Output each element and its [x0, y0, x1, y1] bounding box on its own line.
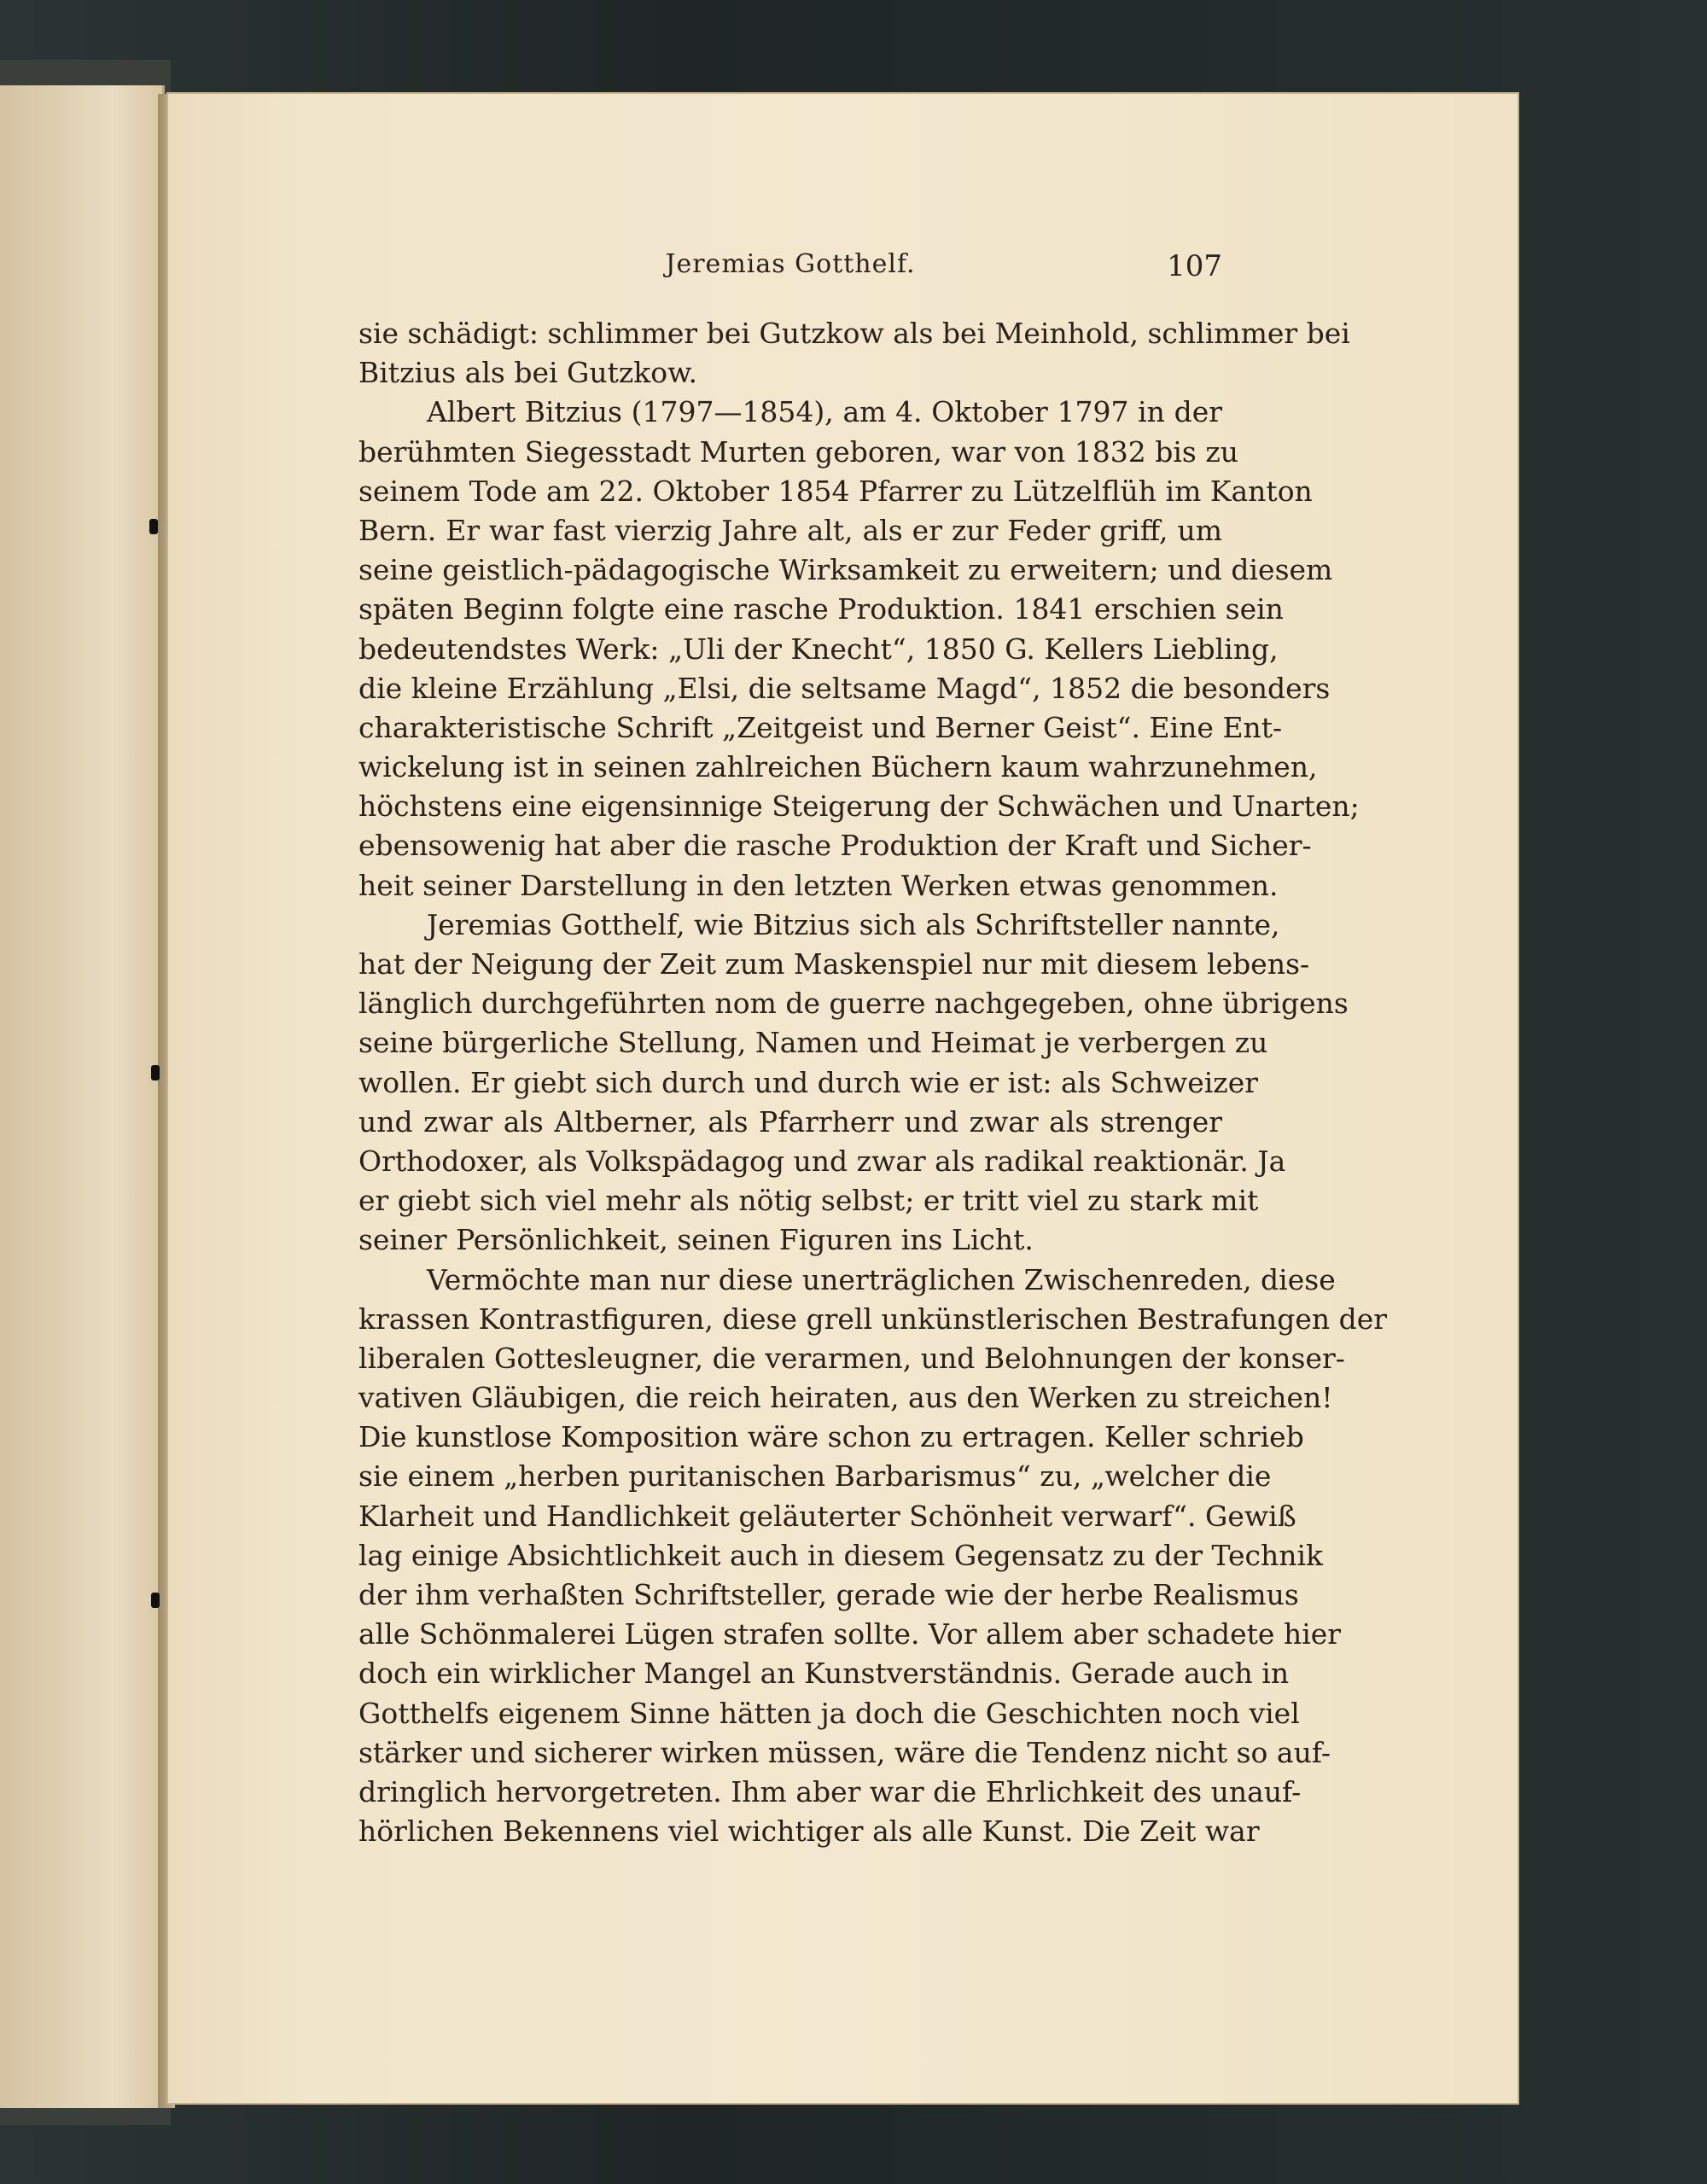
text-line: krassen Kontrastfiguren, diese grell unkünstlerischen Bestrafungen der [358, 1302, 1388, 1336]
text-line: Gotthelfs eigenem Sinne hätten ja doch die Geschichten noch viel [358, 1696, 1300, 1730]
text-line: sie einem „herben puritanischen Barbarismus“ zu, „welcher die [358, 1459, 1272, 1494]
text-line: länglich durchgeführten nom de guerre nachgegeben, ohne übrigens [358, 987, 1349, 1021]
text-line: seine geistlich-pädagogische Wirksamkeit zu erweitern; und diesem [358, 553, 1333, 587]
text-line: wollen. Er giebt sich durch und durch wie er ist: als Schweizer [358, 1065, 1259, 1099]
text-line: stärker und sicherer wirken müssen, wäre die Tendenz nicht so auf- [358, 1735, 1331, 1769]
text-line: vativen Gläubigen, die reich heiraten, aus den Werken zu streichen! [358, 1381, 1333, 1415]
text-line: dringlich hervorgetreten. Ihm aber war die Ehrlichkeit des unauf- [358, 1774, 1302, 1808]
text-line: lag einige Absichtlichkeit auch in diesem Gegensatz zu der Technik [358, 1538, 1324, 1572]
text-line: Die kunstlose Komposition wäre schon zu ertragen. Keller schrieb [358, 1420, 1304, 1454]
page-header [358, 249, 1222, 287]
text-line: charakteristische Schrift „Zeitgeist und Berner Geist“. Eine Ent- [358, 710, 1283, 744]
running-head: Jeremias Gotthelf. [665, 249, 916, 279]
text-line: alle Schönmalerei Lügen strafen sollte. Vor allem aber schadete hier [358, 1617, 1342, 1651]
text-line: hat der Neigung der Zeit zum Maskenspiel nur mit diesem lebens- [358, 947, 1310, 981]
text-line: hörlichen Bekennens viel wichtiger als alle Kunst. Die Zeit war [358, 1814, 1260, 1849]
text-line: Albert Bitzius (1797—1854), am 4. Oktober 1797 in der [427, 395, 1222, 429]
text-line: ebensowenig hat aber die rasche Produktion der Kraft und Sicher- [358, 829, 1312, 863]
text-line: Klarheit und Handlichkeit geläuterter Schönheit verwarf“. Gewiß [358, 1499, 1296, 1533]
text-line: und zwar als Altberner, als Pfarrherr und zwar als strenger [358, 1104, 1222, 1139]
text-line: wickelung ist in seinen zahlreichen Büchern kaum wahrzunehmen, [358, 750, 1318, 784]
text-line: Bern. Er war fast vierzig Jahre alt, als er zur Feder griff, um [358, 513, 1222, 547]
body-text [358, 314, 1388, 1851]
text-line: doch ein wirklicher Mangel an Kunstverständnis. Gerade auch in [358, 1657, 1290, 1691]
text-line: sie schädigt: schlimmer bei Gutzkow als bei Meinhold, schlimmer bei [358, 317, 1350, 350]
text-line: Orthodoxer, als Volkspädagog und zwar als radikal reaktionär. Ja [358, 1144, 1286, 1178]
text-line: seine bürgerliche Stellung, Namen und Heimat je verbergen zu [358, 1026, 1268, 1060]
text-line: liberalen Gottesleugner, die verarmen, und Belohnungen der konser- [358, 1341, 1345, 1375]
binding-hole-mark [151, 1593, 160, 1608]
text-line: er giebt sich viel mehr als nötig selbst; er tritt viel zu stark mit [358, 1184, 1259, 1218]
facing-page [0, 85, 165, 2108]
text-line: bedeutendstes Werk: „Uli der Knecht“, 1850 G. Kellers Liebling, [358, 632, 1279, 666]
text-line: der ihm verhaßten Schriftsteller, gerade wie der herbe Realismus [358, 1578, 1299, 1611]
page-number: 107 [1167, 249, 1222, 283]
text-line: die kleine Erzählung „Elsi, die seltsame Magd“, 1852 die besonders [358, 671, 1331, 705]
text-line: seinem Tode am 22. Oktober 1854 Pfarrer zu Lützelflüh im Kanton [358, 474, 1313, 508]
text-line: späten Beginn folgte eine rasche Produktion. 1841 erschien sein [358, 592, 1284, 626]
text-line: Jeremias Gotthelf, wie Bitzius sich als Schriftsteller nannte, [427, 907, 1280, 941]
text-line: berühmten Siegesstadt Murten geboren, war von 1832 bis zu [358, 434, 1238, 469]
text-line: höchstens eine eigensinnige Steigerung der Schwächen und Unarten; [358, 789, 1360, 824]
text-line: heit seiner Darstellung in den letzten Werken etwas genommen. [358, 868, 1279, 902]
text-line: Vermöchte man nur diese unerträglichen Zwischenreden, diese [427, 1262, 1336, 1296]
binding-hole-mark [149, 519, 158, 534]
text-line: Bitzius als bei Gutzkow. [358, 356, 697, 390]
text-line: seiner Persönlichkeit, seinen Figuren ins Licht. [358, 1223, 1034, 1257]
binding-hole-mark [151, 1065, 160, 1080]
